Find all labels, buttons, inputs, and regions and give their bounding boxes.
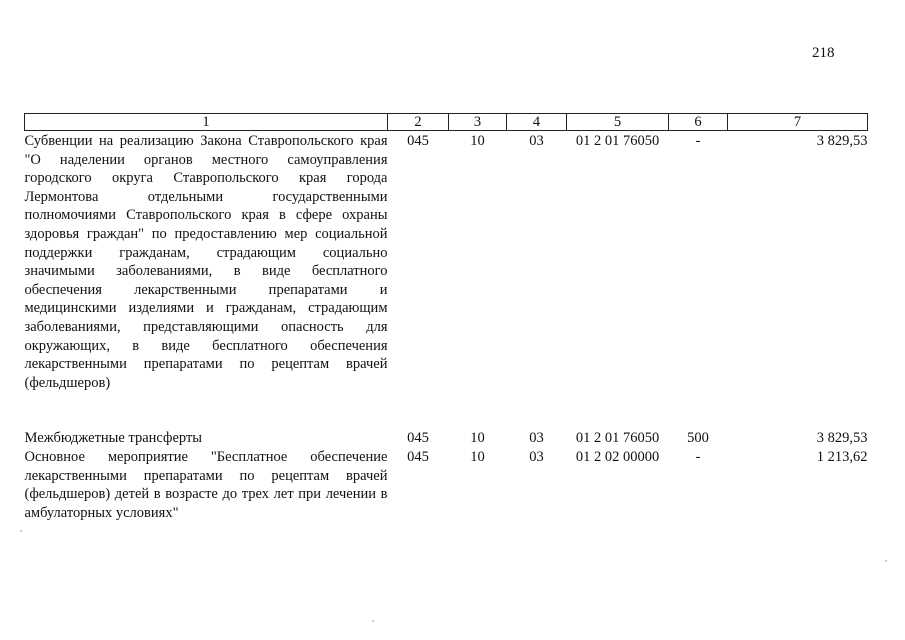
header-row: [25, 114, 868, 131]
column-header-7: 7: [728, 114, 868, 131]
row-expense-type: -: [695, 133, 701, 149]
scan-speck: [885, 560, 887, 562]
scan-speck: [20, 530, 22, 532]
row-name: Основное мероприятие "Бесплатное обеспечение лекарственными препаратами по рецептам врачей (фельдшеров) детей в возрасте до трех лет при лечении в амбулаторных условиях": [24, 448, 388, 521]
table-row: [25, 131, 868, 393]
row-target-code: 01 2 01 76050: [575, 430, 660, 447]
column-header-2: 2: [388, 114, 449, 131]
row-expense-type: -: [695, 448, 701, 465]
row-ministry-code: 045: [407, 448, 429, 465]
row-amount: 3 829,53: [816, 133, 868, 149]
scan-speck: [372, 620, 374, 622]
column-header-3: 3: [449, 114, 507, 131]
row-subsection-code: 03: [529, 448, 544, 465]
row-section-code: 10: [470, 133, 485, 149]
row-amount: 3 829,53: [816, 430, 868, 447]
column-header-4: 4: [507, 114, 567, 131]
row-subsection-code: 03: [529, 430, 544, 447]
row-section-code: 10: [470, 448, 485, 465]
row-name: Субвенции на реализацию Закона Ставропольского края "О наделении органов местного самоуправления городского округа Ставропольского края города Лермонтова отдельными государственными полномочиями Ставропольского края в сфере охраны здоровья граждан" по предоставлению мер социальной поддержки гражданам, страдающим социально значимыми заболеваниями, в виде бесплатного обеспечения лекарственными препаратами и медицинскими изделиями и гражданам, страдающим заболеваниями, представляющими опасность для окружающих, в виде бесплатного обеспечения лекарственными препаратами по рецептам врачей (фельдшеров): [24, 133, 388, 391]
row-section-code: 10: [470, 430, 485, 447]
row-ministry-code: 045: [407, 133, 429, 149]
row-target-code: 01 2 02 00000: [575, 448, 660, 465]
page-number: 218: [812, 45, 835, 61]
column-header-6: 6: [669, 114, 728, 131]
row-target-code: 01 2 01 76050: [575, 133, 660, 149]
row-ministry-code: 045: [407, 430, 429, 447]
table-row: [25, 429, 868, 448]
row-subsection-code: 03: [529, 133, 544, 149]
table-row: [25, 448, 868, 522]
budget-table: [24, 113, 868, 522]
column-header-1: 1: [25, 114, 388, 131]
row-expense-type: 500: [687, 430, 709, 447]
row-spacer: [25, 392, 868, 429]
row-amount: 1 213,62: [816, 448, 868, 465]
row-name: Межбюджетные трансферты: [24, 430, 203, 447]
column-header-5: 5: [567, 114, 669, 131]
